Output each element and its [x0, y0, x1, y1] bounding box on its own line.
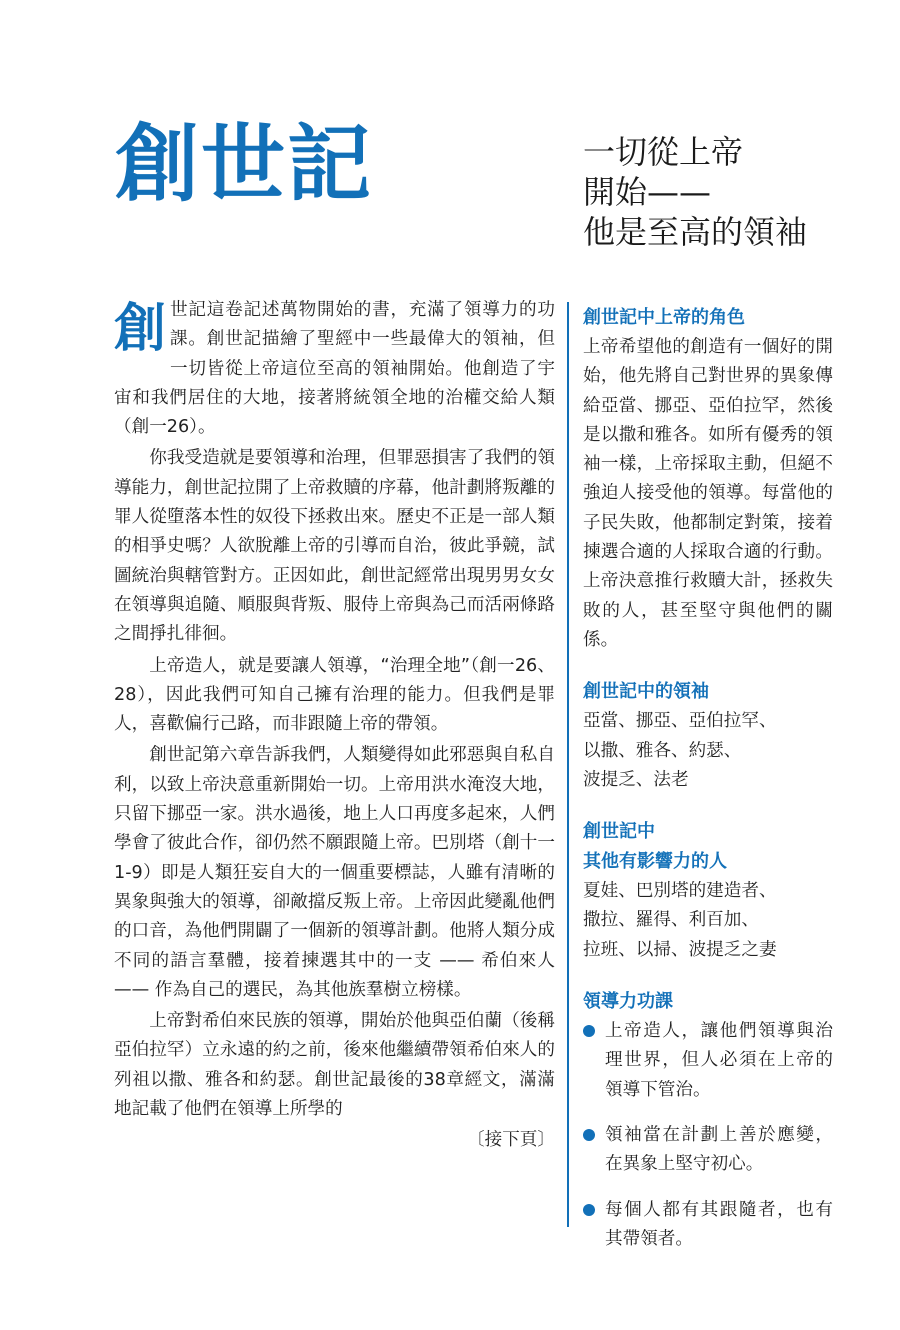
subtitle-line: 一切從上帝 [583, 133, 744, 171]
list-line: 波提乏、法老 [583, 769, 689, 790]
bullet-icon [583, 1204, 595, 1216]
list-line: 夏娃、巴別塔的建造者、 [583, 881, 777, 902]
sidebar [583, 303, 833, 1276]
list-line: 以撒、雅各、約瑟、 [583, 740, 742, 761]
bullet-icon [583, 1025, 595, 1037]
list-item [583, 1196, 833, 1255]
list-line: 拉班、以掃、波提乏之妻 [583, 939, 777, 960]
lessons-section [583, 987, 833, 1254]
bullet-icon [583, 1129, 595, 1141]
main-article [114, 296, 555, 1156]
lesson-text: 領袖當在計劃上善於應變，在異象上堅守初心。 [605, 1124, 833, 1175]
page-title: 創世記 [115, 115, 374, 213]
list-line: 撒拉、羅得、利百加、 [583, 910, 759, 931]
lesson-text: 每個人都有其跟隨者，也有其帶領者。 [605, 1199, 833, 1249]
section-heading: 創世記中上帝的角色 [583, 307, 745, 328]
drop-cap: 創 [114, 299, 167, 359]
section-heading: 創世記中 [583, 821, 655, 843]
list-item [583, 1017, 833, 1105]
influencers-section [583, 817, 833, 965]
list-item [583, 1121, 833, 1180]
paragraph: 你我受造就是要領導和治理，但罪惡損害了我們的領導能力，創世記拉開了上帝救贖的序幕，他計劃將叛離的罪人從墮落本性的奴役下拯救出來。歷史不正是一部人類的相爭史嗎？人欲脫離上帝的引導而自治，彼此爭競，試圖統治與轄管對方。正因如此，創世記經常出現男男女女在領導與追隨、順服與背叛、服侍上帝與為己而活兩條路之間掙扎徘徊。 [114, 448, 555, 645]
paragraph [114, 296, 555, 442]
column-divider [567, 302, 569, 1227]
paragraph: 上帝造人，就是要讓人領導，“治理全地”（創一26、28），因此我們可知自己擁有治理的能力。但我們是罪人，喜歡偏行己路，而非跟隨上帝的帶領。 [114, 655, 555, 735]
continued-next-page: 〔接下頁〕 [467, 1130, 555, 1151]
subtitle-line: 開始—— [583, 173, 712, 211]
section-heading: 創世記中的領袖 [583, 681, 709, 703]
leaders-section [583, 677, 833, 795]
section-heading: 領導力功課 [583, 991, 673, 1013]
section-text: 上帝希望他的創造有一個好的開始，他先將自己對世界的異象傳給亞當、挪亞、亞伯拉罕，然後是以撒和雅各。如所有優秀的領袖一樣，上帝採取主動，但絕不強迫人接受他的領導。每當他的子民失敗，他都制定對策，接着揀選合適的人採取合適的行動。上帝決意推行救贖大計，拯救失敗的人，甚至堅守與他們的關係。 [583, 337, 833, 650]
paragraph: 上帝對希伯來民族的領導，開始於他與亞伯蘭（後稱亞伯拉罕）立永遠的約之前，後來他繼續帶領希伯來人的列祖以撒、雅各和約瑟。創世記最後的38章經文，滿滿地記載了他們在領導上所學的 [114, 1011, 555, 1120]
list-line: 亞當、挪亞、亞伯拉罕、 [583, 711, 777, 732]
paragraph: 創世記第六章告訴我們，人類變得如此邪惡與自私自利，以致上帝決意重新開始一切。上帝用洪水淹沒大地，只留下挪亞一家。洪水過後，地上人口再度多起來，人們學會了彼此合作，卻仍然不願跟隨上帝。巴別塔（創十一1-9）即是人類狂妄自大的一個重要標誌，人雖有清晰的異象與強大的領導，卻敵擋反叛上帝。上帝因此變亂他們的口音，為他們開闢了一個新的領導計劃。他將人類分成不同的語言羣體，接着揀選其中的一支 —— 希伯來人 —— 作為自己的選民，為其他族羣樹立榜樣。 [114, 745, 555, 1000]
lesson-text: 上帝造人，讓他們領導與治理世界，但人必須在上帝的領導下管治。 [605, 1021, 833, 1100]
subtitle-line: 他是至高的領袖 [583, 213, 808, 251]
section-heading: 其他有影響力的人 [583, 851, 727, 873]
paragraph-text: 世記這卷記述萬物開始的書，充滿了領導力的功課。創世記描繪了聖經中一些最偉大的領袖，但一切皆從上帝這位至高的領袖開始。他創造了宇宙和我們居住的大地，接著將統領全地的治權交給人類（創一26）。 [114, 300, 555, 438]
lesson-list [583, 1017, 833, 1254]
page-subtitle [583, 132, 807, 252]
god-role-section [583, 303, 833, 655]
